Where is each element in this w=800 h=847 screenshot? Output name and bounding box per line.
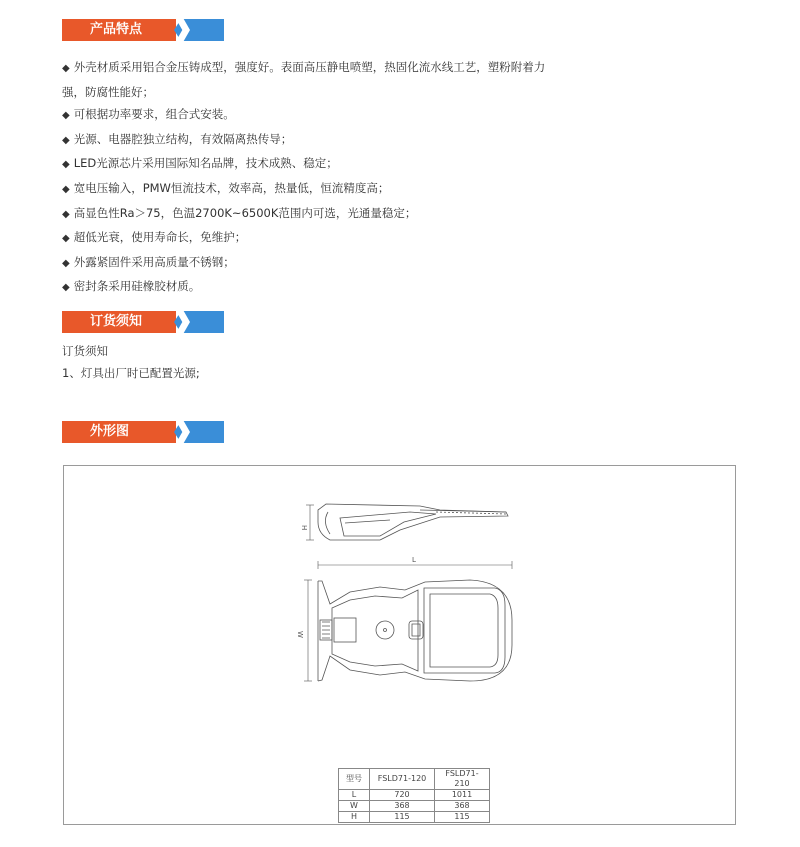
order-item: 1、灯具出厂时已配置光源; bbox=[62, 366, 200, 380]
table-header-row bbox=[339, 769, 490, 790]
table-cell: 115 bbox=[370, 812, 435, 823]
table-row bbox=[339, 790, 490, 801]
section-title-features: 产品特点 bbox=[62, 19, 176, 41]
table-header-cell: 型号 bbox=[339, 769, 370, 790]
feature-item: ◆ 外壳材质采用铝合金压铸成型，强度好。表面高压静电喷塑，热固化流水线工艺，塑粉附着力 bbox=[62, 60, 546, 74]
table-row bbox=[339, 801, 490, 812]
feature-item: ◆ LED光源芯片采用国际知名品牌，技术成熟、稳定； bbox=[62, 156, 338, 171]
table-cell: L bbox=[339, 790, 370, 801]
bullet-icon: ◆ bbox=[62, 110, 70, 122]
feature-item: ◆ 光源、电器腔独立结构，有效隔离热传导； bbox=[62, 131, 293, 146]
order-heading: 订货须知 bbox=[62, 344, 108, 358]
table-cell: W bbox=[339, 801, 370, 812]
dimension-w-label: W bbox=[296, 631, 304, 638]
bullet-icon: ◆ bbox=[62, 63, 70, 74]
feature-item: ◆ 外露紧固件采用高质量不锈钢； bbox=[62, 254, 235, 269]
bullet-icon: ◆ bbox=[62, 257, 70, 269]
section-title-order: 订货须知 bbox=[62, 311, 176, 333]
spec-table bbox=[338, 768, 490, 823]
feature-item: ◆ 可根据功率要求，组合式安装。 bbox=[62, 107, 235, 122]
table-row bbox=[339, 812, 490, 823]
dimension-h-label: H bbox=[300, 525, 308, 531]
table-cell: 115 bbox=[435, 812, 490, 823]
table-cell: 368 bbox=[370, 801, 435, 812]
bullet-icon: ◆ bbox=[62, 282, 70, 294]
bullet-icon: ◆ bbox=[62, 159, 70, 171]
feature-item: ◆ 宽电压输入，PMW恒流技术，效率高，热量低，恒流精度高； bbox=[62, 180, 390, 195]
feature-item-continuation: 强，防腐性能好； bbox=[62, 84, 154, 99]
table-header-cell: FSLD71-210 bbox=[435, 769, 490, 790]
table-cell: 720 bbox=[370, 790, 435, 801]
feature-item: ◆ 高显色性Ra＞75，色温2700K~6500K范围内可选，光通量稳定； bbox=[62, 205, 417, 220]
top-view-drawing bbox=[304, 561, 512, 681]
table-cell: 368 bbox=[435, 801, 490, 812]
table-header-cell: FSLD71-120 bbox=[370, 769, 435, 790]
feature-item: ◆ 超低光衰，使用寿命长，免维护； bbox=[62, 230, 247, 245]
bullet-icon: ◆ bbox=[62, 183, 70, 195]
bullet-icon: ◆ bbox=[62, 208, 70, 220]
section-title-outline: 外形图 bbox=[62, 421, 176, 443]
bullet-icon: ◆ bbox=[62, 134, 70, 146]
bullet-icon: ◆ bbox=[62, 233, 70, 245]
dimension-l-label: L bbox=[412, 556, 416, 564]
feature-item: ◆ 密封条采用硅橡胶材质。 bbox=[62, 279, 201, 294]
side-view-drawing bbox=[306, 504, 508, 540]
table-cell: H bbox=[339, 812, 370, 823]
table-cell: 1011 bbox=[435, 790, 490, 801]
